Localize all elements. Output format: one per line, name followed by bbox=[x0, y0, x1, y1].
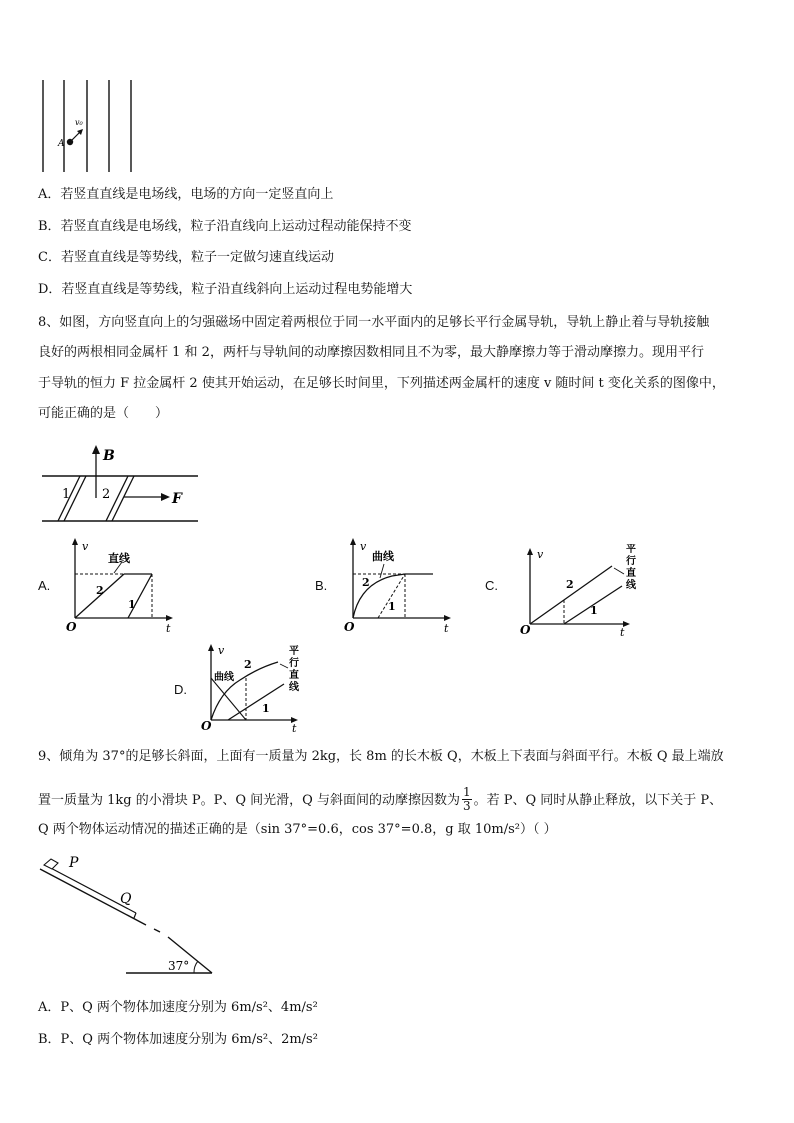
q8-graph-c bbox=[514, 544, 644, 636]
graph-d-curve1: 1 bbox=[262, 702, 270, 715]
q7-option-b: B．若竖直直线是电场线，粒子沿直线向上运动过程动能保持不变 bbox=[38, 219, 412, 234]
graph-c-annot-1: 平 bbox=[626, 544, 636, 555]
graph-c-curve2: 2 bbox=[566, 578, 574, 591]
q8-option-a-letter: A. bbox=[38, 578, 51, 593]
graph-b-annot: 曲线 bbox=[372, 550, 394, 563]
q9-stem-line2 bbox=[38, 787, 722, 814]
graph-a-origin: O bbox=[66, 620, 77, 634]
graph-c-t: t bbox=[620, 626, 625, 636]
graph-c-v: v bbox=[537, 548, 544, 561]
force-f-label: F bbox=[172, 491, 182, 507]
q9-option-a: A．P、Q 两个物体加速度分别为 6m/s²、4m/s² bbox=[38, 1000, 318, 1015]
q7-option-d: D．若竖直直线是等势线，粒子沿直线斜向上运动过程电势能增大 bbox=[38, 282, 413, 297]
graph-d-t: t bbox=[292, 722, 297, 735]
graph-a-curve2: 2 bbox=[96, 584, 104, 597]
board-q-label: Q bbox=[120, 891, 132, 907]
graph-a-curve1: 1 bbox=[128, 598, 136, 611]
q8-stem-line1: 8、如图，方向竖直向上的匀强磁场中固定着两根位于同一水平面内的足够长平行金属导轨，导轨上静止着与导轨接触 bbox=[38, 315, 710, 330]
q7-option-a: A．若竖直直线是电场线，电场的方向一定竖直向上 bbox=[38, 187, 334, 202]
field-b-label: B bbox=[103, 448, 115, 464]
q8-stem-line2: 良好的两根相同金属杆 1 和 2，两杆与导轨间的动摩擦因数相同且不为零，最大静摩擦力等于滑动摩擦力。现用平行 bbox=[38, 345, 704, 360]
q9-option-b: B．P、Q 两个物体加速度分别为 6m/s²、2m/s² bbox=[38, 1032, 318, 1047]
graph-d-annot-right-1: 平 bbox=[289, 646, 299, 657]
q9-stem-line1: 9、倾角为 37°的足够长斜面，上面有一质量为 2kg，长 8m 的长木板 Q，木板上下表面与斜面平行。木板 Q 最上端放 bbox=[38, 749, 724, 764]
q8-graph-d bbox=[198, 640, 310, 736]
graph-d-curve2: 2 bbox=[244, 658, 252, 671]
q9-stem-line2-a: 置一质量为 1kg 的小滑块 P。P、Q 间光滑，Q 与斜面间的动摩擦因数为 bbox=[38, 793, 460, 808]
q9-fraction bbox=[462, 786, 472, 813]
graph-d-annot-left: 曲线 bbox=[214, 672, 234, 683]
block-p-label: P bbox=[69, 855, 79, 871]
q8-graph-a bbox=[62, 536, 182, 634]
graph-b-origin: O bbox=[344, 620, 355, 634]
graph-c-curve1: 1 bbox=[590, 604, 598, 617]
q8-stem-line4: 可能正确的是（ ） bbox=[38, 406, 169, 421]
q7-field-lines-figure bbox=[36, 80, 136, 172]
q8-rails-figure bbox=[40, 442, 200, 528]
q8-stem-line3: 于导轨的恒力 F 拉金属杆 2 使其开始运动，在足够长时间里，下列描述两金属杆的速度 v 随时间 t 变化关系的图像中， bbox=[38, 376, 725, 391]
particle-a bbox=[67, 139, 73, 145]
q8-option-d-letter: D. bbox=[174, 682, 187, 697]
graph-b-t: t bbox=[444, 622, 449, 634]
particle-label: A bbox=[58, 139, 65, 149]
graph-d-annot-right-2: 行 bbox=[289, 658, 299, 669]
graph-d-annot-right-4: 线 bbox=[289, 682, 299, 693]
graph-c-origin: O bbox=[520, 623, 531, 636]
graph-b-v: v bbox=[360, 540, 367, 553]
q9-frac-den: 3 bbox=[462, 799, 471, 813]
q8-graph-b bbox=[340, 536, 460, 634]
graph-b-curve2: 2 bbox=[362, 576, 370, 589]
velocity-label: v₀ bbox=[75, 118, 83, 127]
q7-option-c: C．若竖直直线是等势线，粒子一定做匀速直线运动 bbox=[38, 250, 334, 265]
q9-incline-figure bbox=[36, 855, 220, 977]
q9-stem-line3: Q 两个物体运动情况的描述正确的是（sin 37°=0.6，cos 37°=0.8，g 取 10m/s²）（ ） bbox=[38, 822, 557, 837]
graph-d-origin: O bbox=[201, 719, 212, 733]
angle-label: 37° bbox=[168, 959, 190, 973]
graph-d-annot-right-3: 直 bbox=[289, 670, 299, 681]
rod-2-label: 2 bbox=[102, 487, 111, 502]
q8-option-c-letter: C. bbox=[485, 578, 498, 593]
graph-d-v: v bbox=[218, 644, 225, 657]
graph-c-annot-4: 线 bbox=[626, 580, 636, 591]
graph-c-annot-2: 行 bbox=[626, 556, 636, 567]
graph-a-v: v bbox=[82, 540, 89, 553]
graph-a-annot: 直线 bbox=[108, 552, 130, 565]
rod-1-label: 1 bbox=[62, 487, 71, 502]
graph-b-curve1: 1 bbox=[388, 600, 396, 613]
graph-a-t: t bbox=[166, 622, 171, 634]
q8-option-b-letter: B. bbox=[315, 578, 328, 593]
q9-stem-line2-b: 。若 P、Q 同时从静止释放，以下关于 P、 bbox=[473, 793, 723, 808]
graph-c-annot-3: 直 bbox=[626, 568, 636, 579]
q9-frac-num: 1 bbox=[462, 785, 471, 799]
